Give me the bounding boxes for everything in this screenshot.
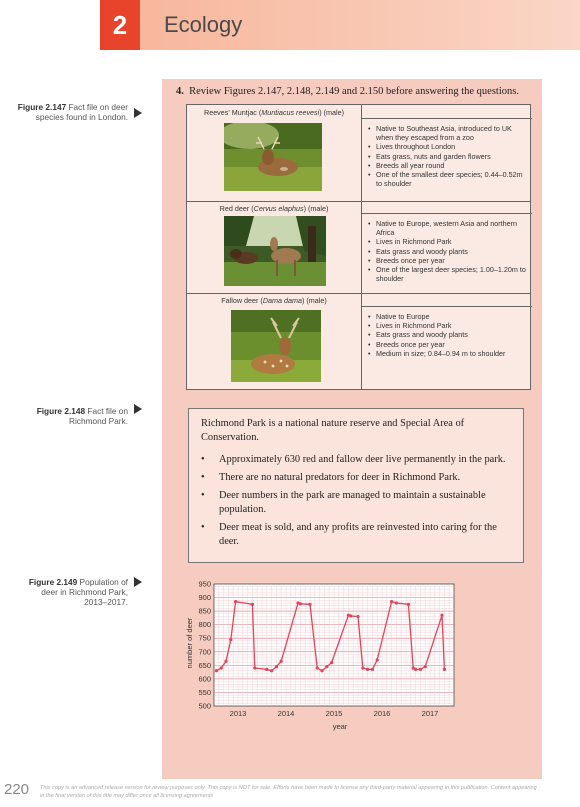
data-point xyxy=(361,666,364,669)
data-point xyxy=(424,665,427,668)
park-point: • Approximately 630 red and fallow deer live permanently in the park. xyxy=(201,453,513,467)
red-deer-facts xyxy=(367,219,529,283)
caption-arrow-icon xyxy=(134,404,142,414)
data-point xyxy=(366,668,369,671)
y-tick-label: 650 xyxy=(198,660,211,670)
deer-name-fallow: Fallow deer (Dama dama) (male) xyxy=(221,296,327,305)
y-tick-label: 750 xyxy=(198,633,211,643)
data-point xyxy=(349,614,352,617)
data-point xyxy=(440,614,443,617)
fact-item: • Native to Europe, western Asia and northern Africa xyxy=(367,219,529,237)
park-intro: Richmond Park is a national nature reserve and Special Area of Conservation. xyxy=(201,418,465,443)
fact-item: • Lives in Richmond Park xyxy=(367,237,529,246)
x-tick-label: 2014 xyxy=(277,709,295,718)
caption-fig-2-147: Figure 2.147 Fact file on deer species found in London. xyxy=(17,102,128,122)
fact-item: • Eats grass and woody plants xyxy=(367,247,529,256)
data-point xyxy=(251,603,254,606)
fact-item: • Eats grass, nuts and garden flowers xyxy=(367,152,529,161)
data-point xyxy=(371,668,374,671)
data-point xyxy=(229,638,232,641)
fact-item: • Breeds once per year xyxy=(367,256,529,265)
data-point xyxy=(356,615,359,618)
data-point xyxy=(330,661,333,664)
fact-item: • One of the largest deer species; 1.00–1.20m to shoulder xyxy=(367,265,529,283)
data-point xyxy=(325,665,328,668)
table-divider xyxy=(361,118,532,119)
fact-item: • One of the smallest deer species; 0.44–0.52m to shoulder xyxy=(367,170,529,188)
park-point: • There are no natural predators for deer in Richmond Park. xyxy=(201,471,513,485)
question-text: 4. Review Figures 2.147, 2.148, 2.149 and 2.150 before answering the questions. xyxy=(176,86,519,97)
park-points xyxy=(201,453,513,553)
deer-name-red: Red deer (Cervus elaphus) (male) xyxy=(219,204,329,213)
x-tick-label: 2015 xyxy=(325,709,343,718)
data-point xyxy=(215,669,218,672)
fact-item: • Breeds once per year xyxy=(367,340,529,349)
footer-note: This copy is an advanced release version for review purposes only. This copy is NOT for sale. Efforts have been made to license any third-party material appearing in this publication. Content appearing in the final version of this title may differ once all licensing agreements xyxy=(40,785,537,799)
fallow-deer-facts xyxy=(367,312,529,358)
y-tick-label: 800 xyxy=(198,620,211,630)
fact-item: • Breeds all year round xyxy=(367,161,529,170)
data-point xyxy=(414,668,417,671)
fact-item: • Lives throughout London xyxy=(367,142,529,151)
fact-item: • Lives in Richmond Park xyxy=(367,321,529,330)
x-tick-label: 2013 xyxy=(229,709,247,718)
park-point: • Deer numbers in the park are managed to maintain a sustainable population. xyxy=(201,489,513,517)
data-point xyxy=(316,666,319,669)
y-tick-label: 550 xyxy=(198,687,211,697)
y-tick-label: 700 xyxy=(198,647,211,657)
table-divider xyxy=(187,201,530,202)
caption-fig-2-148: Figure 2.148 Fact file on Richmond Park. xyxy=(36,406,128,426)
chapter-title: Ecology xyxy=(164,12,243,37)
data-point xyxy=(308,603,311,606)
table-divider xyxy=(361,105,362,389)
muntjac-facts xyxy=(367,124,529,188)
caption-arrow-icon xyxy=(134,108,142,118)
data-point xyxy=(299,602,302,605)
deer-name-muntjac: Reeves' Muntjac (Muntiacus reevesi) (male) xyxy=(204,108,344,117)
data-point xyxy=(265,668,268,671)
data-point xyxy=(419,668,422,671)
y-axis-label: number of deer xyxy=(185,617,194,669)
x-axis-label: year xyxy=(332,722,348,731)
data-point xyxy=(443,668,446,671)
data-point xyxy=(220,666,223,669)
richmond-park-fact-box xyxy=(188,408,524,563)
red-deer-photo xyxy=(224,216,326,286)
fact-item: • Eats grass and woody plants xyxy=(367,330,529,339)
data-point xyxy=(270,669,273,672)
y-tick-label: 500 xyxy=(198,701,211,711)
fact-item: • Native to Southeast Asia, introduced to UK when they escaped from a zoo xyxy=(367,124,529,142)
data-point xyxy=(275,665,278,668)
deer-fact-table xyxy=(186,104,531,390)
table-divider xyxy=(187,293,530,294)
deer-population-chart xyxy=(176,575,476,735)
chapter-number: 2 xyxy=(100,0,140,50)
data-point xyxy=(376,658,379,661)
data-point xyxy=(234,600,237,603)
data-point xyxy=(320,669,323,672)
page-number: 220 xyxy=(4,781,30,798)
table-divider xyxy=(361,213,532,214)
fallow-deer-photo xyxy=(231,310,321,382)
data-point xyxy=(390,600,393,603)
y-tick-label: 950 xyxy=(198,579,211,589)
data-point xyxy=(253,666,256,669)
x-tick-label: 2017 xyxy=(421,709,439,718)
y-tick-label: 850 xyxy=(198,606,211,616)
data-point xyxy=(407,603,410,606)
fact-item: • Native to Europe xyxy=(367,312,529,321)
y-tick-label: 600 xyxy=(198,674,211,684)
caption-arrow-icon xyxy=(134,577,142,587)
x-tick-label: 2016 xyxy=(373,709,391,718)
data-point xyxy=(224,660,227,663)
caption-fig-2-149: Figure 2.149 Population of deer in Richmond Park, 2013–2017. xyxy=(28,577,128,607)
park-point: • Deer meat is sold, and any profits are reinvested into caring for the deer. xyxy=(201,521,513,549)
data-point xyxy=(280,660,283,663)
table-divider xyxy=(361,306,532,307)
y-tick-label: 900 xyxy=(198,593,211,603)
data-point xyxy=(395,601,398,604)
fact-item: • Medium in size; 0.84–0.94 m to shoulder xyxy=(367,349,529,358)
muntjac-photo xyxy=(224,123,322,191)
